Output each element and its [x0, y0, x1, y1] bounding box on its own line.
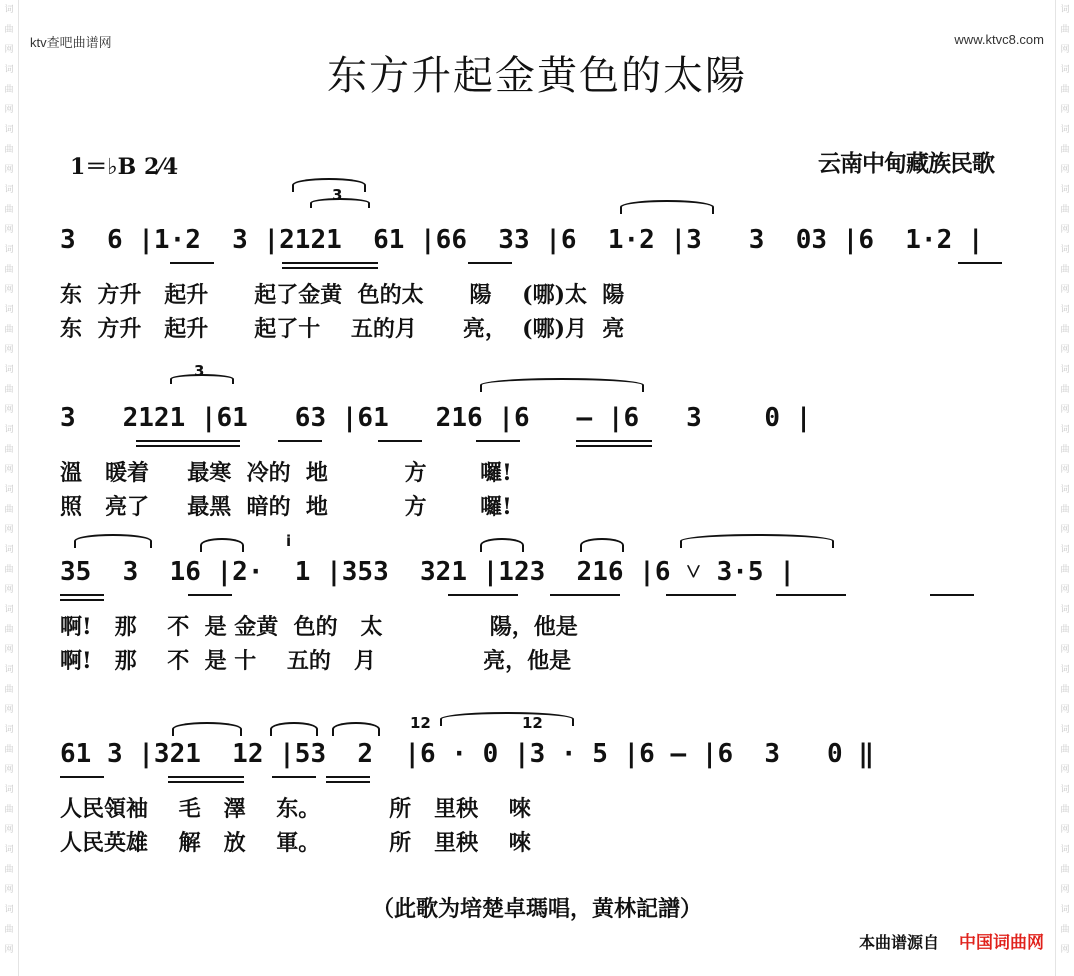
side-watermark-char: 词 [1060, 845, 1070, 855]
song-origin: 云南中甸藏族民歌 [818, 151, 994, 177]
side-watermark-char: 词 [4, 305, 14, 315]
lyric-verse-2: 照 亮了 最黑 暗的 地 方 囉! [60, 494, 512, 520]
side-watermark-char: 曲 [4, 505, 14, 515]
grace-note: 12 [522, 714, 543, 732]
side-watermark-char: 词 [1060, 185, 1070, 195]
side-watermark-char: 网 [1060, 585, 1070, 595]
slur [580, 538, 624, 552]
side-watermark-char: 曲 [1060, 325, 1070, 335]
side-watermark-char: 曲 [4, 385, 14, 395]
slur [332, 722, 380, 736]
slur [270, 722, 318, 736]
side-watermark-char: 网 [4, 705, 14, 715]
triplet-mark: 3 [332, 186, 343, 204]
side-watermark-char: 曲 [1060, 625, 1070, 635]
side-watermark-char: 词 [1060, 425, 1070, 435]
side-watermark-char: 网 [1060, 645, 1070, 655]
lyric-verse-2: 啊! 那 不 是 十 五的 月 亮，他是 [60, 648, 572, 674]
underline [60, 599, 104, 601]
side-watermark-char: 曲 [4, 925, 14, 935]
side-watermark-char: 词 [1060, 365, 1070, 375]
side-watermark-char: 曲 [1060, 85, 1070, 95]
slur [480, 538, 524, 552]
slur [200, 538, 244, 552]
side-watermark-char: 词 [4, 845, 14, 855]
side-watermark-char: 词 [1060, 5, 1070, 15]
side-watermark-char: 网 [1060, 825, 1070, 835]
side-watermark-char: 词 [4, 485, 14, 495]
left-watermark-column [0, 0, 19, 976]
notation-line: 3 6 |1·2 3 |2121 61 |66 33 |6 1·2 |3 3 03 |6 1·2 | [60, 225, 984, 255]
lyric-verse-2: 人民英雄 解 放 軍。 所 里秧 唻 [60, 830, 531, 856]
side-watermark-char: 曲 [4, 745, 14, 755]
underline [326, 781, 370, 783]
side-watermark-char: 网 [4, 285, 14, 295]
side-watermark-char: 曲 [1060, 805, 1070, 815]
underline [776, 594, 846, 596]
slur [172, 722, 242, 736]
side-watermark-char: 网 [1060, 345, 1070, 355]
slur [292, 178, 366, 192]
underline [468, 262, 512, 264]
underline [278, 440, 322, 442]
side-watermark-char: 网 [4, 825, 14, 835]
side-watermark-char: 曲 [1060, 205, 1070, 215]
side-watermark-char: 词 [4, 605, 14, 615]
side-watermark-char: 网 [1060, 225, 1070, 235]
side-watermark-char: 曲 [1060, 265, 1070, 275]
side-watermark-char: 曲 [1060, 25, 1070, 35]
lyric-verse-1: 溫 暖着 最寒 冷的 地 方 囉! [60, 460, 512, 486]
underline [282, 267, 378, 269]
side-watermark-char: 词 [4, 125, 14, 135]
side-watermark-char: 曲 [4, 205, 14, 215]
side-watermark-char: 词 [1060, 485, 1070, 495]
score-system-3 [60, 532, 1010, 682]
underline [378, 440, 422, 442]
side-watermark-char: 词 [4, 905, 14, 915]
side-watermark-char: 词 [4, 185, 14, 195]
underline [576, 440, 652, 442]
side-watermark-char: 词 [1060, 785, 1070, 795]
slur [440, 712, 574, 726]
lyric-verse-1: 东 方升 起升 起了金黄 色的太 陽 (哪)太 陽 [60, 282, 625, 308]
side-watermark-char: 网 [4, 945, 14, 955]
side-watermark-char: 网 [1060, 405, 1070, 415]
side-watermark-char: 曲 [1060, 685, 1070, 695]
slur [480, 378, 644, 392]
side-watermark-char: 网 [1060, 285, 1070, 295]
notation-line: 3 2121 |61 63 |61 216 |6 — |6 3 0 | [60, 403, 812, 433]
underline [136, 445, 240, 447]
song-title: 东方升起金黄色的太陽 [327, 53, 747, 99]
side-watermark-char: 词 [1060, 725, 1070, 735]
side-watermark-char: 词 [1060, 605, 1070, 615]
side-watermark-char: 网 [1060, 885, 1070, 895]
side-watermark-char: 网 [1060, 165, 1070, 175]
side-watermark-char: 词 [4, 5, 14, 15]
lyric-verse-2: 东 方升 起升 起了十 五的月 亮， (哪)月 亮 [60, 316, 625, 342]
side-watermark-char: 网 [4, 405, 14, 415]
score-system-4 [60, 714, 1010, 864]
underline [60, 594, 104, 596]
side-watermark-char: 网 [1060, 525, 1070, 535]
underline [188, 594, 232, 596]
credit-line: （此歌为培楚卓瑪唱，黄林記譜） [371, 896, 702, 922]
side-watermark-char: 词 [4, 785, 14, 795]
underline [666, 594, 736, 596]
key-signature: 1＝♭B 2⁄4 [70, 154, 179, 180]
triplet-mark: 3 [194, 362, 205, 380]
side-watermark-char: 曲 [4, 265, 14, 275]
side-watermark-char: 词 [4, 725, 14, 735]
side-watermark-char: 网 [4, 885, 14, 895]
side-watermark-char: 词 [1060, 905, 1070, 915]
side-watermark-char: 曲 [4, 865, 14, 875]
watermark-right: www.ktvc8.com [954, 32, 1044, 47]
watermark-left: ktv查吧曲谱网 [30, 35, 112, 50]
side-watermark-char: 词 [1060, 665, 1070, 675]
underline [958, 262, 1002, 264]
side-watermark-char: 网 [4, 525, 14, 535]
side-watermark-char: 词 [1060, 65, 1070, 75]
side-watermark-char: 词 [1060, 125, 1070, 135]
side-watermark-char: 曲 [1060, 505, 1070, 515]
side-watermark-char: 网 [4, 645, 14, 655]
source-label: 本曲谱源自 [858, 933, 939, 952]
side-watermark-char: 网 [1060, 945, 1070, 955]
side-watermark-char: 网 [1060, 465, 1070, 475]
side-watermark-char: 词 [4, 65, 14, 75]
underline [576, 445, 652, 447]
underline [60, 776, 104, 778]
underline [448, 594, 518, 596]
side-watermark-char: 词 [1060, 545, 1070, 555]
grace-note: i [286, 532, 292, 550]
notation-line: 35 3 16 |2· 1 |353 321 |123 216 |6 ˅ 3·5 | [60, 557, 795, 587]
slur [680, 534, 834, 548]
side-watermark-char: 曲 [4, 625, 14, 635]
side-watermark-char: 词 [4, 665, 14, 675]
side-watermark-char: 词 [4, 245, 14, 255]
side-watermark-char: 网 [1060, 45, 1070, 55]
side-watermark-char: 网 [4, 105, 14, 115]
grace-note: 12 [410, 714, 431, 732]
score-system-1 [60, 186, 1010, 350]
side-watermark-char: 网 [1060, 105, 1070, 115]
underline [168, 781, 244, 783]
source-site-link[interactable]: 中国词曲网 [959, 933, 1044, 953]
side-watermark-char: 曲 [4, 565, 14, 575]
side-watermark-char: 曲 [4, 445, 14, 455]
side-watermark-char: 曲 [4, 85, 14, 95]
side-watermark-char: 词 [1060, 305, 1070, 315]
underline [326, 776, 370, 778]
notation-line: 61 3 |321 12 |53 2 |6 · 0 |3 · 5 |6 — |6 3 0 ‖ [60, 739, 874, 769]
underline [272, 776, 316, 778]
underline [170, 262, 214, 264]
score-system-2 [60, 362, 1010, 528]
side-watermark-char: 曲 [1060, 865, 1070, 875]
side-watermark-char: 曲 [4, 145, 14, 155]
side-watermark-char: 曲 [1060, 565, 1070, 575]
underline [168, 776, 244, 778]
side-watermark-char: 曲 [4, 805, 14, 815]
side-watermark-char: 网 [1060, 765, 1070, 775]
side-watermark-char: 词 [1060, 245, 1070, 255]
side-watermark-char: 词 [4, 365, 14, 375]
underline [282, 262, 378, 264]
side-watermark-char: 词 [4, 545, 14, 555]
side-watermark-char: 网 [4, 585, 14, 595]
lyric-verse-1: 啊! 那 不 是 金黄 色的 太 陽，他是 [60, 614, 578, 640]
side-watermark-char: 网 [4, 225, 14, 235]
side-watermark-char: 曲 [1060, 385, 1070, 395]
side-watermark-char: 曲 [4, 685, 14, 695]
side-watermark-char: 曲 [1060, 745, 1070, 755]
side-watermark-char: 曲 [1060, 925, 1070, 935]
underline [930, 594, 974, 596]
side-watermark-char: 曲 [1060, 145, 1070, 155]
side-watermark-char: 曲 [4, 25, 14, 35]
underline [476, 440, 520, 442]
slur [620, 200, 714, 214]
source-note [859, 928, 1044, 953]
side-watermark-char: 曲 [4, 325, 14, 335]
underline [136, 440, 240, 442]
side-watermark-char: 网 [1060, 705, 1070, 715]
underline [550, 594, 620, 596]
side-watermark-char: 网 [4, 465, 14, 475]
slur [74, 534, 152, 548]
side-watermark-char: 网 [4, 765, 14, 775]
right-watermark-column [1055, 0, 1074, 976]
side-watermark-char: 网 [4, 345, 14, 355]
side-watermark-char: 词 [4, 425, 14, 435]
side-watermark-char: 网 [4, 165, 14, 175]
lyric-verse-1: 人民領袖 毛 澤 东。 所 里秧 唻 [60, 796, 531, 822]
side-watermark-char: 网 [4, 45, 14, 55]
side-watermark-char: 曲 [1060, 445, 1070, 455]
